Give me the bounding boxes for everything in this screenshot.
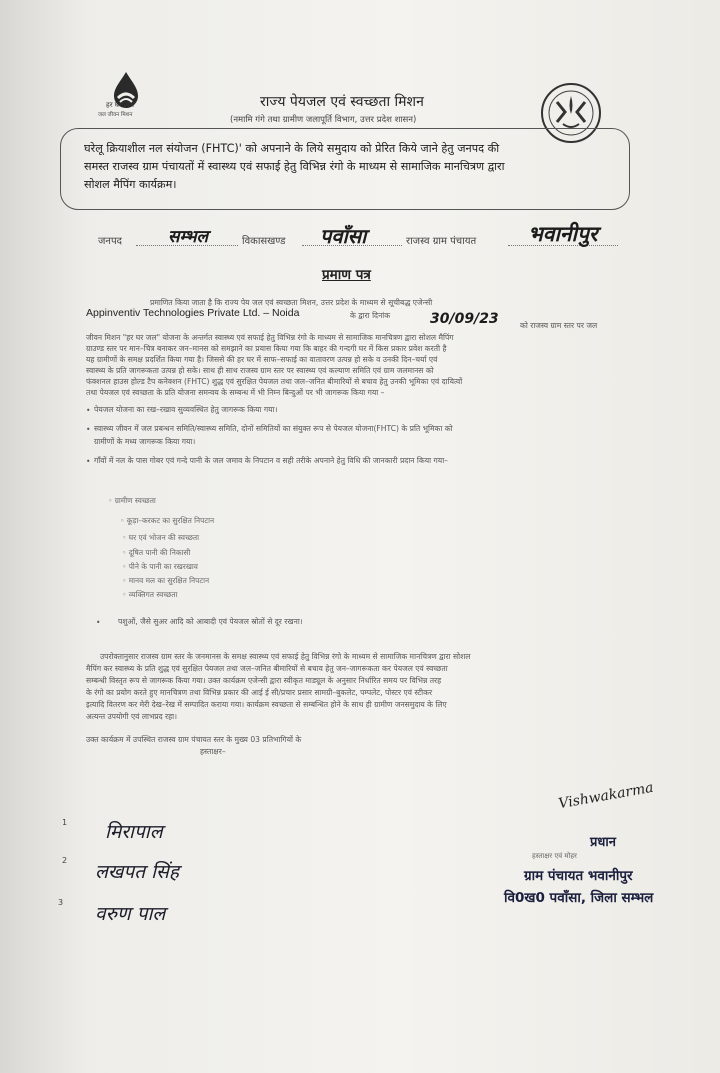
district-label: जनपद xyxy=(98,236,122,247)
subject-text xyxy=(84,140,616,194)
body-line: फंक्शनल हाउस होल्ड टैप कनेक्शन (FHTC) शुद्ध एवं सुरक्षित पेयजल तथा जल–जनित बीमारियों से बचाव हेतु उनकी भूमिका एवं दायित्वों xyxy=(86,377,463,386)
list-item: ◦ व्यक्तिगत स्वच्छता xyxy=(122,590,178,599)
subject-line: सोशल मैपिंग कार्यक्रम। xyxy=(84,178,177,191)
list-item: ◦ पीने के पानी का रखरखाव xyxy=(122,562,198,571)
bullet-text: पेयजल योजना का रख–रखाव सुव्यवस्थित हेतु जागरूक किया गया। xyxy=(94,405,278,414)
bullet-dot: • xyxy=(86,406,91,415)
bullet-dot: • xyxy=(96,618,101,627)
signatory-label: हस्ताक्षर एवं मोहर xyxy=(532,852,577,860)
signature-number: 1 xyxy=(62,818,68,827)
subject-line: समस्त राजस्व ग्राम पंचायतों में स्वास्थ्य एवं सफाई हेतु विभिन्न रंगो के माध्यम से सामाजिक मानचित्रण द्वारा xyxy=(84,160,505,173)
date-value: 30/09/23 xyxy=(430,311,499,327)
village-label: राजस्व ग्राम पंचायत xyxy=(406,236,477,247)
block-value: पवाँसा xyxy=(320,224,367,248)
stamp-line-1: ग्राम पंचायत भवानीपुर xyxy=(524,868,633,884)
bullet-dot: • xyxy=(86,425,91,434)
list-item: ◦ दूषित पानी की निकासी xyxy=(122,548,191,557)
logo-left-text: हर घर जल xyxy=(106,101,134,109)
body-line: अत्यन्त उपयोगी एवं लाभप्रद रहा। xyxy=(86,712,178,721)
participant-signature-3: वरुण पाल xyxy=(95,903,166,925)
body-line: स्वास्थ्य के प्रति जागरूकता उत्पन्न हो सके। साथ ही साथ राजस्व ग्राम स्तर पर स्वास्थ्य एवं कल्याण समिति एवं ग्राम जलमानस को xyxy=(86,366,434,375)
list-item-text: कूड़ा–करकट का सुरक्षित निपटान xyxy=(126,516,215,525)
body-line: सम्बन्धी विस्तृत रूप से जागरूक किया गया। उक्त कार्यक्रम एजेन्सी द्वारा स्वीकृत माड्यूल के अनुसार निर्धारित समय पर विभिन्न तरह xyxy=(86,676,442,685)
bullet-dot: • xyxy=(86,457,91,466)
bullet-text: ग्रामीणों के मध्य जागरूक किया गया। xyxy=(94,437,196,446)
stamp-line-2: वि0ख0 पवाँसा, जिला सम्भल xyxy=(504,890,654,906)
list-item-text: पीने के पानी का रखरखाव xyxy=(128,562,198,571)
participant-signature-1: मिरापाल xyxy=(105,821,163,843)
body-line: मैपिंग कर स्वास्थ्य के प्रति शुद्ध एवं सुरक्षित पेयजल तथा जल–जनित बीमारियों से बचाव हेतु जन–जागरूकता कर पेयजल एवं स्वच्छता xyxy=(86,664,448,673)
signature-number: 2 xyxy=(62,856,68,865)
stamp-title: प्रधान xyxy=(590,835,616,850)
body-line: के रंगो का प्रयोग करते हुए मानचित्रण तथा विभिन्न प्रकार की आई ई सी/प्रचार प्रसार सामग्री–बुकलेट, पम्पलेट, पोस्टर एवं स्टीकर xyxy=(86,688,433,697)
bullet-text: स्वास्थ्य जीवन में जल प्रबन्धन समिति/स्वास्थ्य समिति, दोनों समितियों का संयुक्त रूप से पेयजल योजना(FHTC) के प्रति भूमिका को xyxy=(94,424,453,433)
pradhan-signature: Vishwakarma xyxy=(557,779,655,813)
village-value: भवानीपुर xyxy=(528,222,598,246)
body-line: जीवन मिशन "हर घर जल" योजना के अन्तर्गत स्वास्थ्य एवं सफाई हेतु विभिन्न रंगो के माध्यम से सामाजिक मानचित्रण द्वारा सोशल मैपिंग xyxy=(86,333,454,342)
body-line: ग्राउण्ड स्तर पर मान–चित्र बनाकर जन–मानस को समझाने का प्रयास किया गया कि बाहर की गन्दगी घर में किस प्रकार प्रवेश करती है xyxy=(86,344,447,353)
list-item-text: दूषित पानी की निकासी xyxy=(128,548,191,557)
bullet-text: गाँवों में नल के पास गोबर एवं गन्दे पानी के जल जमाव के निपटान व सही तरीके अपनाने हेतु विधि की जानकारी प्रदान किया गया– xyxy=(94,456,448,465)
district-value: सम्भल xyxy=(168,227,209,247)
body-line: हस्ताक्षर– xyxy=(200,747,226,756)
participant-signature-2: लखपत सिंह xyxy=(95,861,179,883)
har-ghar-jal-logo xyxy=(80,68,150,128)
body-line: उपरोक्तानुसार राजस्व ग्राम स्तर के जनमानस के समक्ष स्वास्थ्य एवं सफाई हेतु विभिन्न रंगो के माध्यम से सामाजिक मानचित्रण द्वारा सोशल xyxy=(100,652,471,661)
logo-left-subtext: जल जीवन मिशन xyxy=(98,112,133,118)
company-name: Appinventiv Technologies Private Ltd. – Noida xyxy=(86,307,300,319)
header-subtitle: (नमामि गंगे तथा ग्रामीण जलापूर्ति विभाग, उत्तर प्रदेश शासन) xyxy=(230,115,417,125)
list-item: ◦ घर एवं भोजन की स्वच्छता xyxy=(122,533,200,542)
body-line: उक्त कार्यक्रम में उपस्थित राजस्व ग्राम पंचायत स्तर के मुख्य 03 प्रतिभागियों के xyxy=(86,735,302,744)
header-title: राज्य पेयजल एवं स्वच्छता मिशन xyxy=(260,94,424,110)
subject-line: घरेलू क्रियाशील नल संयोजन (FHTC)' को अपनाने के लिये समुदाय को प्रेरित किये जाने हेतु जनपद की xyxy=(84,142,500,155)
list-item: ◦ मानव मल का सुरक्षित निपटान xyxy=(122,576,210,585)
block-label: विकासखण्ड xyxy=(242,236,286,247)
signature-number: 3 xyxy=(58,898,64,907)
body-line: इत्यादि वितरण कर मेरी देख–रेख में सम्पादित कराया गया। कार्यक्रम स्वच्छता से सम्बन्धित होने के साथ ही ग्रामीण जनसमुदाय के लिए xyxy=(86,700,447,709)
list-item: ◦ कूड़ा–करकट का सुरक्षित निपटान xyxy=(120,516,215,525)
certificate-title: प्रमाण पत्र xyxy=(322,267,371,283)
list-item-text: मानव मल का सुरक्षित निपटान xyxy=(128,576,210,585)
list-item-text: घर एवं भोजन की स्वच्छता xyxy=(128,533,200,542)
date-prefix: के द्वारा दिनांक xyxy=(350,311,391,320)
body-line: तथा पेयजल एवं स्वच्छता के प्रति योजना समन्वय के सम्बन्ध में भी निम्न बिन्दुओं पर भी जागरूक किया गया – xyxy=(86,388,385,397)
list-item: ◦ ग्रामीण स्वच्छता xyxy=(108,496,156,505)
list-item-text: ग्रामीण स्वच्छता xyxy=(114,496,156,505)
body-line: प्रमाणित किया जाता है कि राज्य पेय जल एवं स्वच्छता मिशन, उत्तर प्रदेश के माध्यम से सूचीबद्ध एजेन्सी xyxy=(150,298,433,307)
bullet-text: पशुओं, जैसे सुअर आदि को आबादी एवं पेयजल स्रोतों से दूर रखना। xyxy=(118,617,303,626)
date-suffix: को राजस्व ग्राम स्तर पर जल xyxy=(520,321,598,330)
list-item-text: व्यक्तिगत स्वच्छता xyxy=(128,590,178,599)
water-drop-icon xyxy=(80,68,150,128)
body-line: यह ग्रामीणों के समक्ष प्रदर्शित किया गया है। जिससे की हर घर में साफ–सफाई का वातावरण उत्पन्न हो सके व उनकी दिन–चर्या एवं xyxy=(86,355,438,364)
